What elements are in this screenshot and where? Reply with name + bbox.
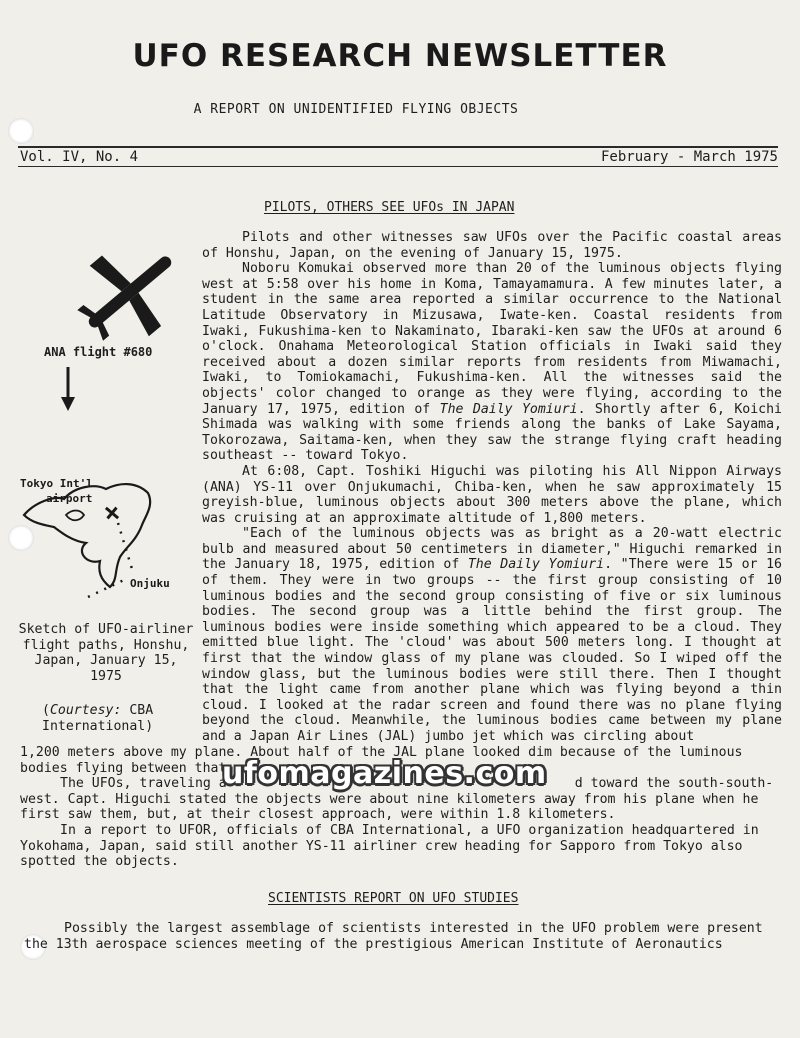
airport-label-line1: Tokyo Int'l [20, 477, 93, 490]
full-line-2b: d toward the south-south- [574, 776, 774, 792]
article2-body [24, 921, 780, 952]
article-paragraph-1 [202, 230, 782, 261]
onjuku-label: Onjuku [130, 577, 170, 590]
sketch-credit [42, 703, 192, 734]
bay-outline [66, 511, 84, 521]
sketch-caption: Sketch of UFO-airliner flight paths, Honshu, Japan, January 15, 1975 [18, 622, 194, 684]
p4-publication: The Daily Yomiuri [467, 557, 605, 573]
article-paragraph-2 [202, 261, 782, 464]
full-line-2a: The UFOs, traveling a [60, 776, 227, 792]
credit-rest: CBA International) [42, 703, 154, 734]
p1-text: Pilots and other witnesses saw UFOs over the Pacific coastal areas of Honshu, Japan, on the evening of January 15, 1975. [202, 230, 782, 261]
full-line-4: In a report to UFOR, officials of CBA International, a UFO organization headquartered in Yokohama, Japan, said still another YS-11 airliner crew heading for Sapporo from Tokyo also spotted the objects. [20, 822, 759, 870]
article-body-column [202, 230, 782, 745]
airport-label-line2: airport [46, 492, 93, 505]
issue-date: February - March 1975 [600, 149, 778, 165]
header-rule-bottom [18, 166, 778, 167]
article-paragraph-4 [202, 526, 782, 744]
punch-hole-top [8, 118, 34, 144]
flight-arrow-head [61, 397, 75, 411]
flight-path-map [14, 365, 204, 605]
full-line-3: west. Capt. Higuchi stated the objects were about nine kilometers away from his plane when he first saw them, but, at their closest approach, were within 1.8 kilometers. [20, 791, 759, 823]
credit-italic: Courtesy: [49, 703, 122, 718]
watermark-logo: ufomagazines.com [222, 756, 547, 791]
article2-paragraph: Possibly the largest assemblage of scientists interested in the UFO problem were present the 13th aerospace sciences meeting of the prestigious American Institute of Aeronautics [24, 921, 763, 952]
dotted-flight-path-2 [88, 579, 126, 597]
plane-label: ANA flight #680 [44, 345, 153, 359]
airplane-icon [60, 236, 200, 346]
map-plane-icon [101, 502, 122, 523]
article-headline-scientists: SCIENTISTS REPORT ON UFO STUDIES [268, 891, 519, 906]
credit-open: ( [42, 703, 50, 718]
article-paragraph-3 [202, 464, 782, 526]
masthead-title: UFO RESEARCH NEWSLETTER [132, 38, 668, 74]
issue-volume: Vol. IV, No. 4 [20, 149, 139, 165]
p4-text-b: . "There were 15 or 16 of them. They were in two groups -- the first group consisting of 10 luminous bodies and the second group consisting of five or six luminous bodies. The second group was a little behind the first group. The luminous bodies were inside something which appeared to be a cloud. They emitted blue light. The 'cloud' was about 500 meters long. I thought at first that the window glass of my plane was clouded. So I wiped off the window glass, but the luminous bodies were still there. Then I thought that the light came from another plane which was flying beyond a thin cloud. I looked at the radar screen and found there was no plane flying beyond the cloud. Meanwhile, the luminous bodies came between my plane and a Japan Air Lines (JAL) jumbo jet which was circling about [202, 557, 782, 744]
header-rule-top [18, 146, 778, 148]
p3-text: At 6:08, Capt. Toshiki Higuchi was piloting his All Nippon Airways (ANA) YS-11 over Onjukumachi, Chiba-ken, when he saw approximately 15 greyish-blue, luminous objects about 300 meters above the plane, which was cruising at an approximate altitude of 1,800 meters. [202, 463, 782, 526]
article-headline-pilots: PILOTS, OTHERS SEE UFOs IN JAPAN [264, 200, 515, 215]
full-line-1: 1,200 meters above my plane. About half of the JAL plane looked dim because of the luminous bodies flying between that [20, 745, 743, 776]
p2-text-a: Noboru Komukai observed more than 20 of the luminous objects flying west at 5:58 over his home in Koma, Tamayamamura. A few minutes later, a student in the same area reported a similar occurrence to the National Latitude Observatory in Mizusawa, Iwate-ken. Coastal residents from Iwaki, Fukushima-ken to Nakaminato, Ibaraki-ken saw the UFOs at around 6 o'clock. Onahama Meteorological Station officials in Iwaki said they received about a dozen similar reports from residents from Miwamachi, Iwaki, to Tomiokamachi, Fukushima-ken. All the witnesses said the objects' color changed to orange as they were flying, according to the January 17, 1975, edition of [202, 261, 782, 417]
p2-text-b: . Shortly after 6, Koichi Shimada was walking with some friends along the banks of Lake Sayama, Tokorozawa, Saitama-ken, when they saw the strange flying craft heading southeast -- toward Tokyo. [202, 401, 782, 464]
masthead-subtitle: A REPORT ON UNIDENTIFIED FLYING OBJECTS [193, 102, 519, 117]
p4-text-a: "Each of the luminous objects was as bright as a 20-watt electric bulb and measured about 50 centimeters in diameter," Higuchi remarked in the January 18, 1975, edition of [202, 526, 782, 573]
p2-publication: The Daily Yomiuri [439, 401, 578, 417]
